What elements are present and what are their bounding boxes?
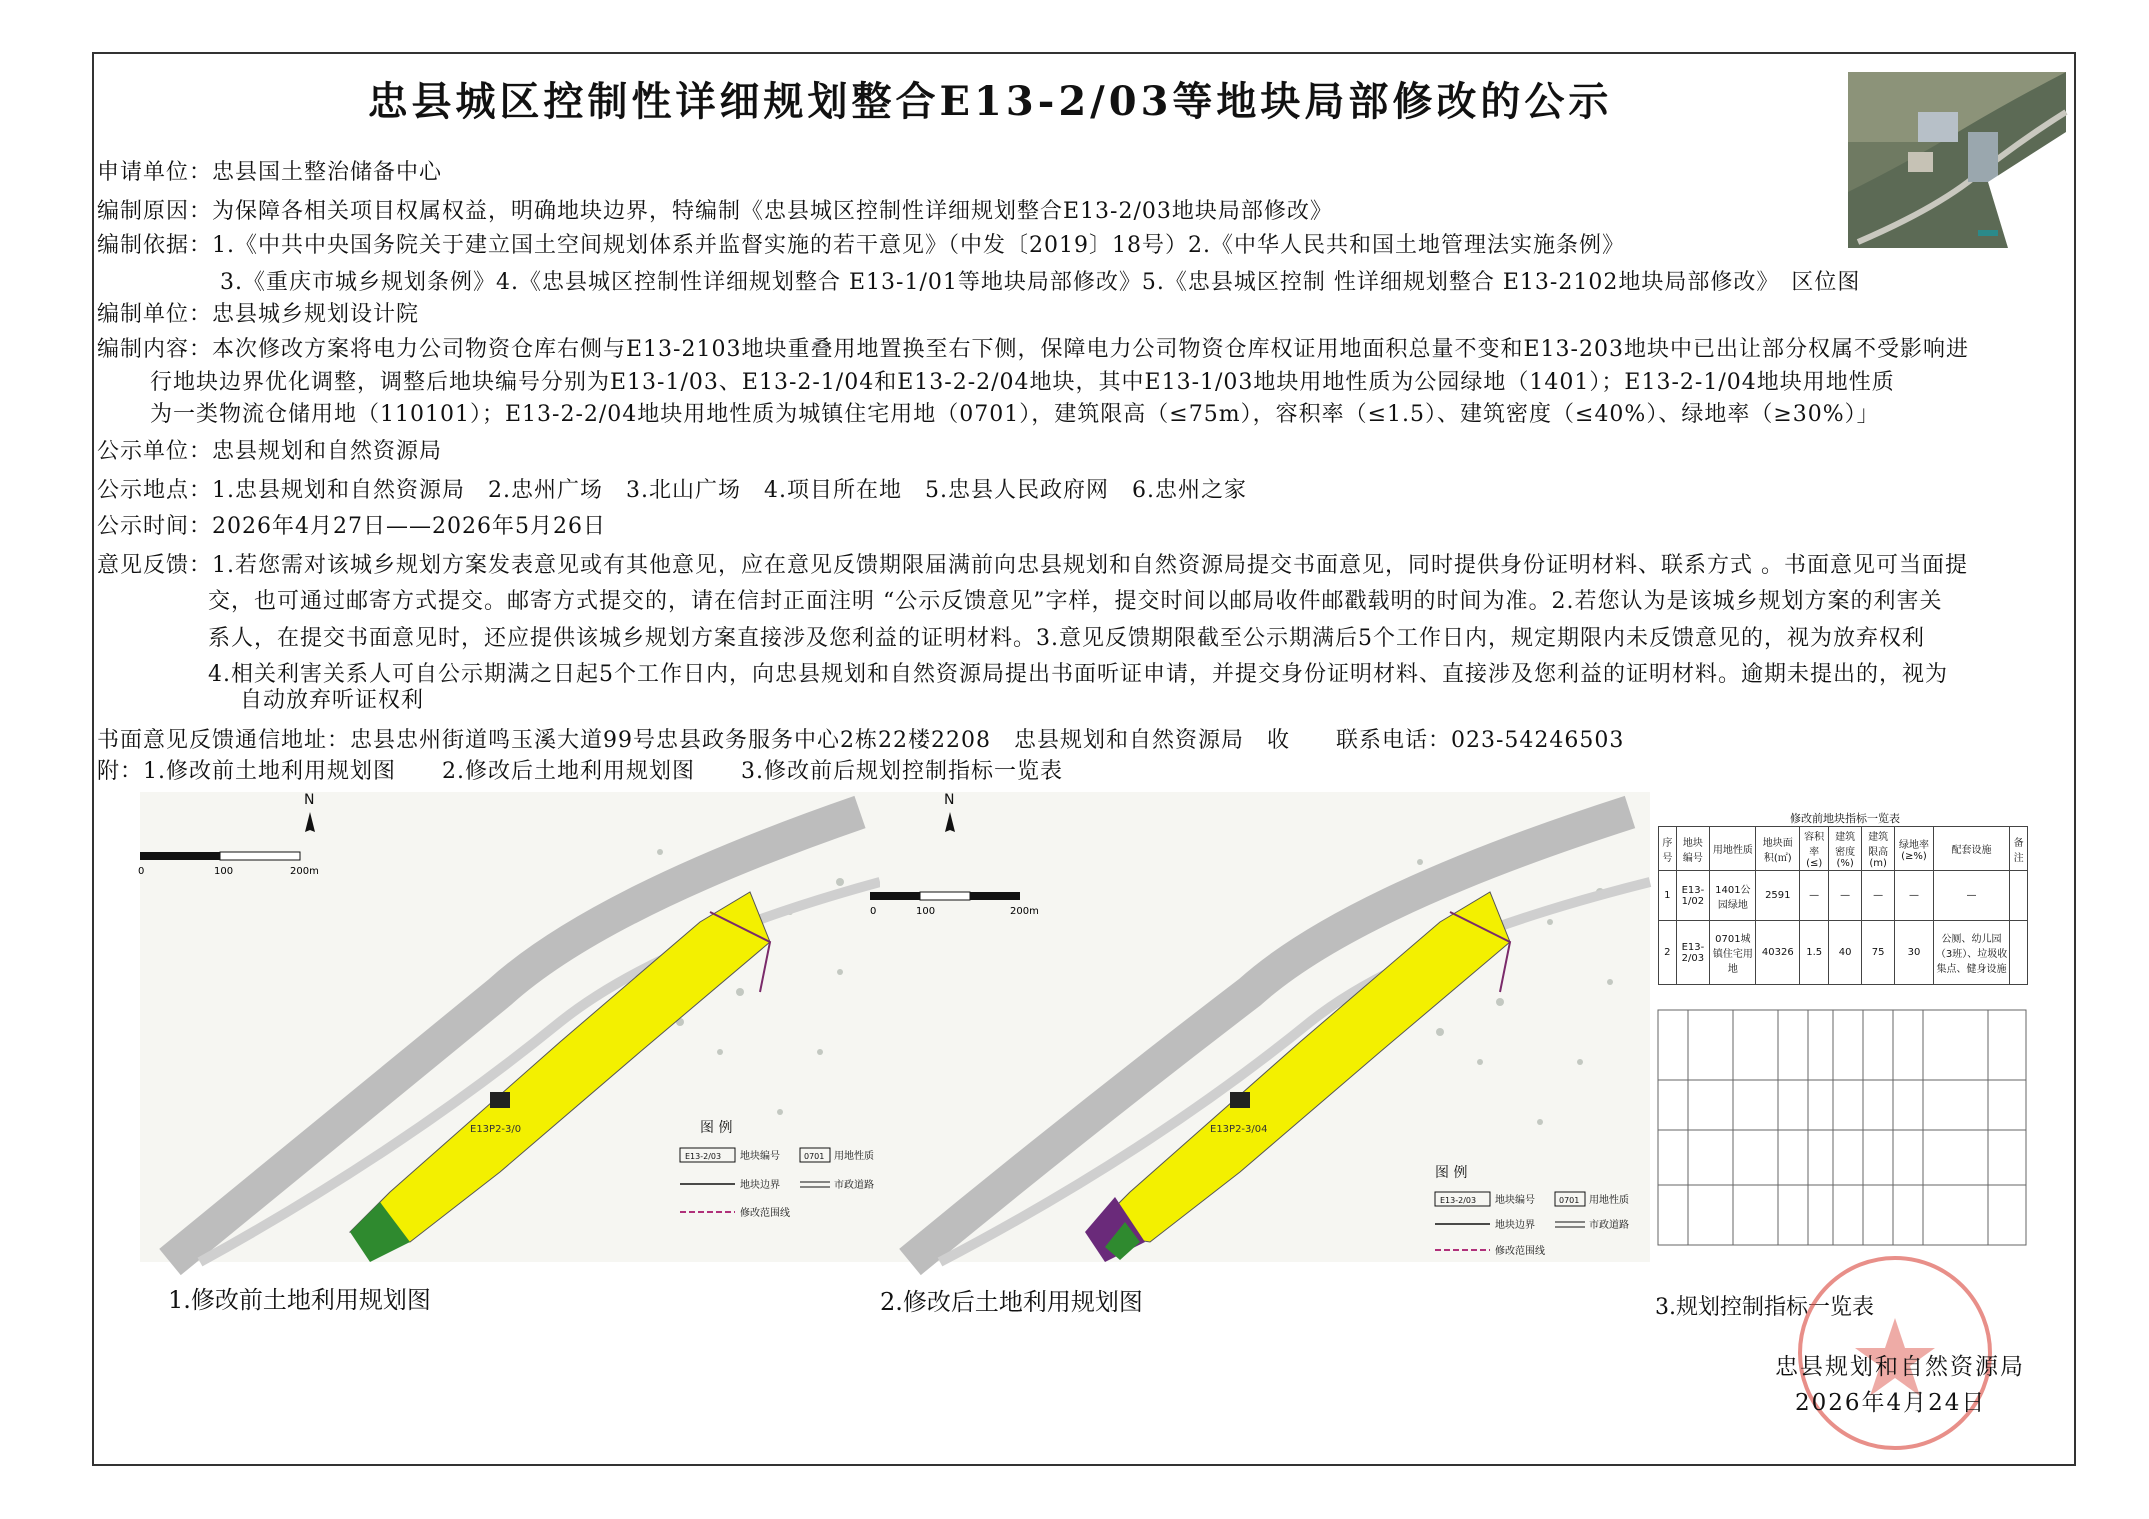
table-cell: E13-1/02: [1676, 871, 1710, 921]
table-cell: 40: [1829, 921, 1862, 985]
svg-text:E13P2-3/0: E13P2-3/0: [470, 1124, 522, 1135]
svg-text:0701: 0701: [804, 1152, 825, 1161]
feedback-line-1: 意见反馈：1.若您需对该城乡规划方案发表意见或有其他意见，应在意见反馈期限届满前向忠县规划和自然资源局提交书面意见，同时提供身份证明材料、联系方式 。书面意见可当面提: [97, 553, 1968, 578]
svg-text:图 例: 图 例: [700, 1120, 733, 1136]
table-cell: 2591: [1756, 871, 1800, 921]
table-header: 建筑密度(%): [1829, 827, 1862, 871]
indicator-table-after-grid: [1658, 1000, 2028, 1260]
map-after-drawing: [870, 792, 1650, 1262]
svg-text:图 例: 图 例: [1435, 1165, 1468, 1181]
table-row: [1659, 871, 2028, 921]
feedback-line-4: 4.相关利害关系人可自公示期满之日起5个工作日内，向忠县规划和自然资源局提出书面听证申请，并提交身份证明材料、直接涉及您利益的证明材料。逾期未提出的，视为: [208, 662, 1948, 687]
svg-text:E13-2/03: E13-2/03: [1440, 1196, 1477, 1205]
basis-line-1: 编制依据：1.《中共中央国务院关于建立国土空间规划体系并监督实施的若干意见》（中发〔2019〕18号）2.《中华人民共和国土地管理法实施条例》: [97, 233, 1625, 258]
table-cell: 30: [1895, 921, 1934, 985]
table-cell: —: [1862, 871, 1895, 921]
svg-text:地块编号: 地块编号: [1495, 1195, 1535, 1206]
location-map-image: [1848, 72, 2066, 248]
table-row: [1659, 921, 2028, 985]
svg-text:地块编号: 地块编号: [740, 1151, 780, 1162]
svg-text:100: 100: [214, 866, 234, 877]
table-cell: E13-2/03: [1676, 921, 1710, 985]
page-title: 忠县城区控制性详细规划整合E13-2/03等地块局部修改的公示: [367, 78, 1613, 125]
table-header: 绿地率(≥%): [1895, 827, 1934, 871]
attachments-line: 附：1.修改前土地利用规划图 2.修改后土地利用规划图 3.修改前后规划控制指标一览表: [97, 759, 1063, 784]
applicant-line: 申请单位：忠县国土整治储备中心: [97, 160, 443, 185]
table-cell: —: [1800, 871, 1829, 921]
map-before: [140, 792, 880, 1262]
table-cell: 公厕、幼儿园（3班）、垃圾收集点、健身设施: [1933, 921, 2010, 985]
feedback-line-5: 自动放弃听证权利: [240, 688, 425, 713]
svg-text:200m: 200m: [1010, 906, 1039, 917]
table-header: 用地性质: [1710, 827, 1756, 871]
map-before-caption: 1.修改前土地利用规划图: [168, 1286, 431, 1314]
indicator-table-before: [1658, 826, 2028, 985]
svg-text:200m: 200m: [290, 866, 319, 877]
svg-text:修改范围线: 修改范围线: [1495, 1246, 1545, 1257]
compiler-line: 编制单位：忠县城乡规划设计院: [97, 302, 420, 327]
svg-text:市政道路: 市政道路: [834, 1180, 874, 1191]
table-header: 地块面积(㎡): [1756, 827, 1800, 871]
table-cell: —: [1895, 871, 1934, 921]
svg-text:修改范围线: 修改范围线: [740, 1208, 790, 1219]
svg-text:市政道路: 市政道路: [1589, 1220, 1629, 1231]
content-line-1: 编制内容：本次修改方案将电力公司物资仓库右侧与E13-2103地块重叠用地置换至右下侧，保障电力公司物资仓库权证用地面积总量不变和E13-203地块中已出让部分权属不受影响进: [97, 337, 1969, 362]
table-cell: —: [1933, 871, 2010, 921]
svg-text:地块边界: 地块边界: [740, 1180, 780, 1191]
svg-text:N: N: [304, 792, 315, 808]
table-header: 地块编号: [1676, 827, 1710, 871]
location-line: 公示地点：1.忠县规划和自然资源局 2.忠州广场 3.北山广场 4.项目所在地 5.忠县人民政府网 6.忠州之家: [97, 478, 1247, 503]
table-cell: 40326: [1756, 921, 1800, 985]
svg-text:0701: 0701: [1559, 1196, 1580, 1205]
map-after: [870, 792, 1650, 1262]
table-cell: 2: [1659, 921, 1677, 985]
table-header: 配套设施: [1933, 827, 2010, 871]
svg-text:0: 0: [870, 906, 877, 917]
content-line-2: 行地块边界优化调整，调整后地块编号分别为E13-1/03、E13-2-1/04和E13-2-2/04地块，其中E13-1/03地块用地性质为公园绿地（1401）；E13-2-1/04地块用地性质: [150, 370, 1895, 395]
table-caption: 3.规划控制指标一览表: [1655, 1295, 1874, 1320]
table-cell: 1401公园绿地: [1710, 871, 1756, 921]
svg-text:E13-2/03: E13-2/03: [685, 1152, 722, 1161]
table-cell: —: [1829, 871, 1862, 921]
svg-text:E13P2-3/04: E13P2-3/04: [1210, 1124, 1268, 1135]
table-header: 建筑限高(m): [1862, 827, 1895, 871]
signature-date: 2026年4月24日: [1795, 1390, 1987, 1416]
table-header: 序号: [1659, 827, 1677, 871]
svg-text:N: N: [944, 792, 955, 808]
table-cell: 1.5: [1800, 921, 1829, 985]
content-line-3: 为一类物流仓储用地（110101）；E13-2-2/04地块用地性质为城镇住宅用地（0701），建筑限高（≤75m），容积率（≤1.5）、建筑密度（≤40%）、绿地率（≥30%）」: [150, 402, 1880, 427]
map-before-drawing: [140, 792, 880, 1262]
period-line: 公示时间：2026年4月27日——2026年5月26日: [97, 514, 606, 539]
basis-line-2: 3.《重庆市城乡规划条例》4.《忠县城区控制性详细规划整合 E13-1/01等地块局部修改》5.《忠县城区控制 性详细规划整合 E13-2102地块局部修改》 区位图: [220, 270, 1861, 295]
feedback-line-2: 交，也可通过邮寄方式提交。邮寄方式提交的，请在信封正面注明 “公示反馈意见”字样，提交时间以邮局收件邮戳载明的时间为准。2.若您认为是该城乡规划方案的利害关: [208, 589, 1943, 614]
map-after-caption: 2.修改后土地利用规划图: [880, 1288, 1143, 1316]
table-title-before: 修改前地块指标一览表: [1790, 812, 1900, 825]
svg-text:0: 0: [138, 866, 145, 877]
table-header-row: [1659, 827, 2028, 871]
table-cell: [2010, 871, 2028, 921]
table-cell: 75: [1862, 921, 1895, 985]
svg-text:地块边界: 地块边界: [1495, 1220, 1535, 1231]
table-header: 容积率(≤): [1800, 827, 1829, 871]
svg-text:用地性质: 用地性质: [834, 1151, 874, 1162]
address-line: 书面意见反馈通信地址：忠县忠州街道鸣玉溪大道99号忠县政务服务中心2栋22楼2208 忠县规划和自然资源局 收 联系电话：023-54246503: [97, 728, 1625, 753]
table-cell: 1: [1659, 871, 1677, 921]
reason-line: 编制原因：为保障各相关项目权属权益，明确地块边界，特编制《忠县城区控制性详细规划整合E13-2/03地块局部修改》: [97, 199, 1333, 224]
table-cell: 0701城镇住宅用地: [1710, 921, 1756, 985]
signature-org: 忠县规划和自然资源局: [1775, 1354, 2025, 1380]
table-header: 备注: [2010, 827, 2028, 871]
feedback-line-3: 系人，在提交书面意见时，还应提供该城乡规划方案直接涉及您利益的证明材料。3.意见反馈期限截至公示期满后5个工作日内，规定期限内未反馈意见的，视为放弃权利: [208, 626, 1925, 651]
table-cell: [2010, 921, 2028, 985]
svg-text:100: 100: [916, 906, 936, 917]
svg-text:用地性质: 用地性质: [1589, 1195, 1629, 1206]
publisher-line: 公示单位：忠县规划和自然资源局: [97, 439, 443, 464]
